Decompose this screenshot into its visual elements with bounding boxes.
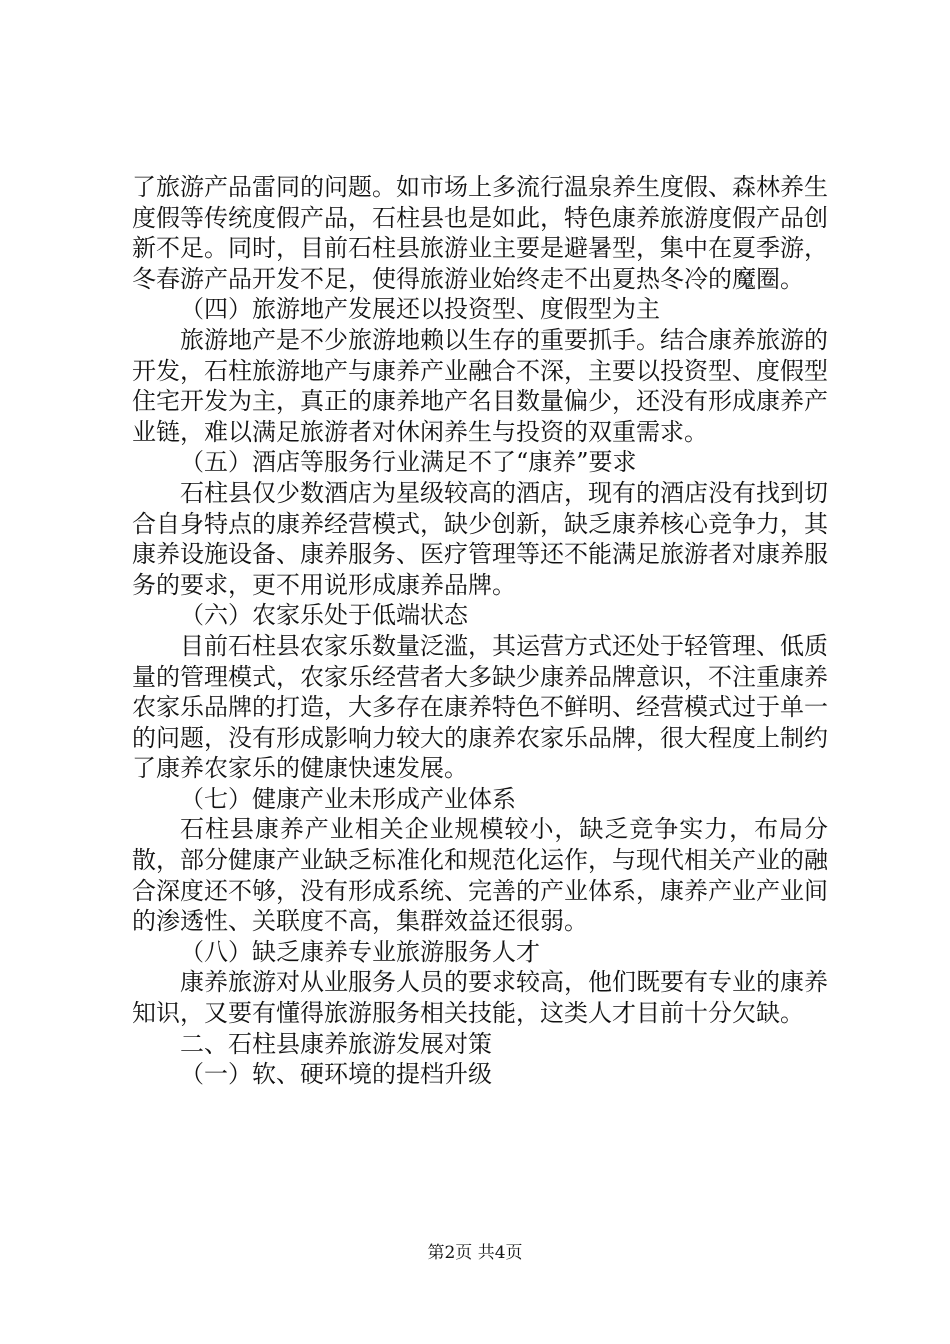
paragraph-talent: 康养旅游对从业服务人员的要求较高，他们既要有专业的康养知识，又要有懂得旅游服务相关技能，这类人才目前十分欠缺。 [132, 968, 828, 1028]
section-heading-5: （五）酒店等服务行业满足不了“康养”要求 [180, 448, 637, 477]
page-number-footer: 第2页 共4页 [427, 1243, 523, 1263]
section-heading-6: （六）农家乐处于低端状态 [180, 601, 468, 630]
paragraph-farmhouse: 目前石柱县农家乐数量泛滥，其运营方式还处于轻管理、低质量的管理模式，农家乐经营者大多缺少康养品牌意识，不注重康养农家乐品牌的打造，大多存在康养特色不鲜明、经营模式过于单一的问题，没有形成影响力较大的康养农家乐品牌，很大程度上制约了康养农家乐的健康快速发展。 [132, 631, 828, 783]
paragraph-tourism-real-estate: 旅游地产是不少旅游地赖以生存的重要抓手。结合康养旅游的开发，石柱旅游地产与康养产业融合不深，主要以投资型、度假型住宅开发为主，真正的康养地产名目数量偏少，还没有形成康养产业链，难以满足旅游者对休闲养生与投资的双重需求。 [132, 325, 828, 446]
section-heading-7: （七）健康产业未形成产业体系 [180, 784, 516, 813]
paragraph-continuation: 了旅游产品雷同的问题。如市场上多流行温泉养生度假、森林养生度假等传统度假产品，石柱县也是如此，特色康养旅游度假产品创新不足。同时，目前石柱县旅游业主要是避暑型，集中在夏季游，冬春游产品开发不足，使得旅游业始终走不出夏热冬冷的魔圈。 [132, 173, 828, 293]
paragraph-hotels: 石柱县仅少数酒店为星级较高的酒店，现有的酒店没有找到切合自身特点的康养经营模式，缺少创新，缺乏康养核心竞争力，其康养设施设备、康养服务、医疗管理等还不能满足旅游者对康养服务的要求，更不用说形成康养品牌。 [132, 478, 828, 599]
paragraph-health-industry: 石柱县康养产业相关企业规模较小，缺乏竞争实力，布局分散，部分健康产业缺乏标准化和规范化运作，与现代相关产业的融合深度还不够，没有形成系统、完善的产业体系，康养产业产业间的渗透性、关联度不高，集群效益还很弱。 [132, 815, 828, 936]
section-heading-4: （四）旅游地产发展还以投资型、度假型为主 [180, 295, 660, 324]
document-body [132, 172, 828, 1090]
section-heading-1: （一）软、硬环境的提档升级 [180, 1060, 492, 1089]
chapter-heading-2: 二、石柱县康养旅游发展对策 [180, 1029, 492, 1058]
section-heading-8: （八）缺乏康养专业旅游服务人才 [180, 937, 540, 966]
